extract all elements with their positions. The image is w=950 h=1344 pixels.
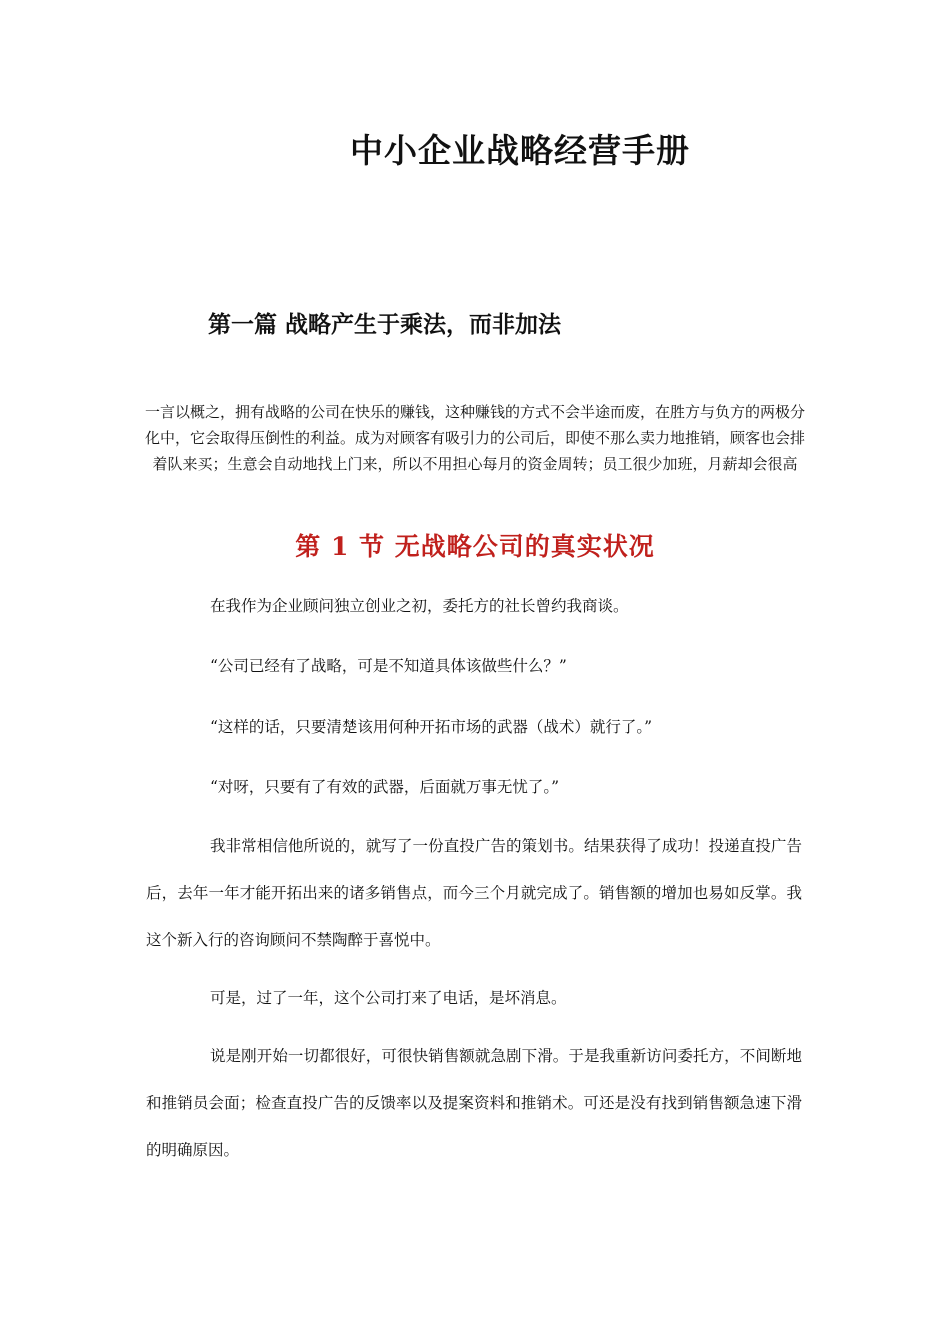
paragraph-1: 在我作为企业顾问独立创业之初，委托方的社长曾约我商谈。 bbox=[210, 597, 629, 615]
paragraph-2: “公司已经有了战略，可是不知道具体该做些什么？” bbox=[210, 657, 567, 675]
paragraph-3: “这样的话，只要清楚该用何种开拓市场的武器（战术）就行了。” bbox=[210, 718, 653, 736]
paragraph-6: 可是，过了一年，这个公司打来了电话，是坏消息。 bbox=[210, 989, 567, 1007]
paragraph-7: 说是刚开始一切都很好，可很快销售额就急剧下滑。于是我重新访问委托方，不间断地和推销员会面；检查直投广告的反馈率以及提案资料和推销术。可还是没有找到销售额急速下滑的明确原因。 bbox=[146, 1047, 802, 1159]
paragraph-4: “对呀，只要有了有效的武器，后面就万事无忧了。” bbox=[210, 778, 560, 796]
paragraph-5: 我非常相信他所说的，就写了一份直投广告的策划书。结果获得了成功！投递直投广告后，去年一年才能开拓出来的诸多销售点，而今三个月就完成了。销售额的增加也易如反掌。我这个新入行的咨询顾问不禁陶醉于喜悦中。 bbox=[146, 837, 802, 949]
document-title: 中小企业战略经营手册 bbox=[350, 131, 690, 170]
section-title: 第 1 节 无战略公司的真实状况 bbox=[295, 532, 655, 561]
part-title: 第一篇 战略产生于乘法，而非加法 bbox=[208, 311, 562, 338]
part-summary: 一言以概之，拥有战略的公司在快乐的赚钱，这种赚钱的方式不会半途而废，在胜方与负方的两极分化中，它会取得压倒性的利益。成为对顾客有吸引力的公司后，即使不那么卖力地推销，顾客也会排着队来买；生意会自动地找上门来，所以不用担心每月的资金周转；员工很少加班，月薪却会很高 bbox=[144, 403, 805, 473]
